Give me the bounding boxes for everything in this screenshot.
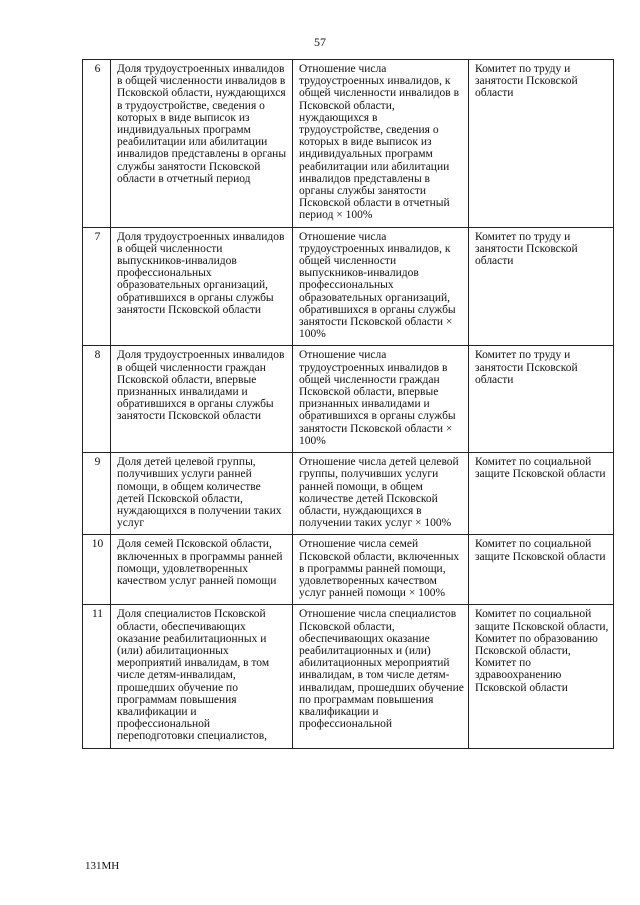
responsible-body: Комитет по труду и занятости Псковской области	[469, 346, 614, 453]
calculation-method: Отношение числа детей целевой группы, получивших услуги ранней помощи, в общем количестве детей Псковской области, нуждающихся в получении таких услуг × 100%	[293, 453, 469, 535]
calculation-method	[293, 605, 469, 748]
table-row	[83, 60, 614, 228]
indicators-table	[82, 59, 614, 749]
indicator-name	[111, 605, 293, 748]
indicator-text: Доля специалистов Псковской области, обеспечивающих оказание реабилитационных и (или) абилитационных мероприятий инвалидам, в том числе детям-инвалидам, прошедших обучение по программам повышения квалификации и профессиональной переподготовки специалистов,	[117, 608, 270, 743]
row-number: 10	[83, 535, 111, 605]
indicator-name: Доля семей Псковской области, включенных в программы ранней помощи, удовлетворенных качеством услуг ранней помощи	[111, 535, 293, 605]
page-number: 57	[314, 35, 326, 49]
method-text: Отношение числа специалистов Псковской области, обеспечивающих оказание реабилитационных и (или) абилитационных мероприятий инвалидам, в том числе детям-инвалидам, прошедших обучение по программам повышения квалификации и профессиональной	[299, 608, 464, 731]
responsible-body: Комитет по социальной защите Псковской области	[469, 535, 614, 605]
responsible-body: Комитет по труду и занятости Псковской области	[469, 60, 614, 228]
row-number: 8	[83, 346, 111, 453]
responsible-body: Комитет по социальной защите Псковской области, Комитет по образованию Псковской области, Комитет по здравоохранению Псковской области	[469, 605, 614, 748]
calculation-method: Отношение числа трудоустроенных инвалидов, к общей численности выпускников-инвалидов профессиональных образовательных организаций, обратившихся в органы службы занятости Псковской области × 100%	[293, 227, 469, 346]
table-row	[83, 605, 614, 748]
table-row	[83, 227, 614, 346]
row-number: 9	[83, 453, 111, 535]
row-number: 6	[83, 60, 111, 228]
table-row	[83, 453, 614, 535]
responsible-body: Комитет по социальной защите Псковской области	[469, 453, 614, 535]
table-row	[83, 535, 614, 605]
calculation-method: Отношение числа трудоустроенных инвалидов в общей численности граждан Псковской области, впервые признанных инвалидами и обратившихся в органы службы занятости Псковской области × 100%	[293, 346, 469, 453]
indicator-name: Доля детей целевой группы, получивших услуги ранней помощи, в общем количестве детей Псковской области, нуждающихся в получении таких услуг	[111, 453, 293, 535]
row-number: 11	[83, 605, 111, 748]
table-row	[83, 346, 614, 453]
responsible-body: Комитет по труду и занятости Псковской области	[469, 227, 614, 346]
indicator-name: Доля трудоустроенных инвалидов в общей численности выпускников-инвалидов профессиональных образовательных организаций, обратившихся в органы службы занятости Псковской области	[111, 227, 293, 346]
calculation-method: Отношение числа семей Псковской области, включенных в программы ранней помощи, удовлетворенных качеством услуг ранней помощи × 100%	[293, 535, 469, 605]
row-number: 7	[83, 227, 111, 346]
indicator-name: Доля трудоустроенных инвалидов в общей численности инвалидов в Псковской области, нуждающихся в трудоустройстве, сведения о которых в виде выписок из индивидуальных программ реабилитации или абилитации инвалидов представлены в органы службы занятости Псковской области в отчетный период	[111, 60, 293, 228]
document-code: 131МН	[85, 860, 120, 872]
indicator-name: Доля трудоустроенных инвалидов в общей численности граждан Псковской области, впервые признанных инвалидами и обратившихся в органы службы занятости Псковской области	[111, 346, 293, 453]
calculation-method: Отношение числа трудоустроенных инвалидов, к общей численности инвалидов в Псковской области, нуждающихся в трудоустройстве, сведения о которых в виде выписок из индивидуальных программ реабилитации или абилитации инвалидов представлены в органы службы занятости Псковской области в отчетный период × 100%	[293, 60, 469, 228]
